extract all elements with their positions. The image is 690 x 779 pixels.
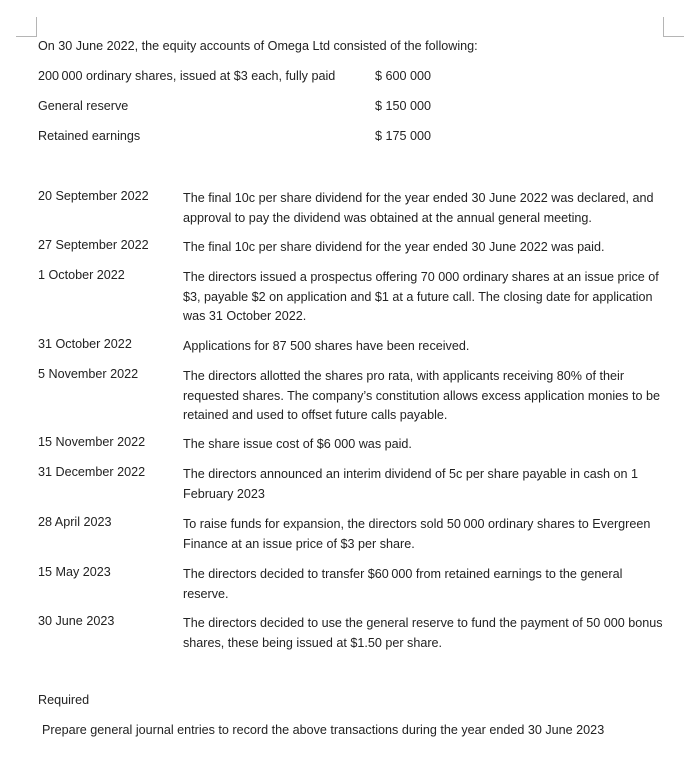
- transaction-description: The final 10c per share dividend for the year ended 30 June 2022 was declared, and approval to pay the dividend was obtained at the annual general meeting.: [183, 191, 654, 225]
- equity-amount: $ 600 000: [375, 69, 432, 83]
- transaction-date: 5 November 2022: [38, 367, 139, 381]
- equity-row-ordinary-shares: [38, 69, 458, 89]
- transaction-description: To raise funds for expansion, the directors sold 50 000 ordinary shares to Evergreen Finance at an issue price of $3 per share.: [183, 517, 651, 551]
- transaction-description: The directors allotted the shares pro rata, with applicants receiving 80% of their requested shares. The company’s constitution allows excess application monies to be retained and used to offset future calls payable.: [183, 369, 660, 422]
- equity-amount: $ 175 000: [375, 129, 432, 143]
- transaction-date: 15 November 2022: [38, 435, 146, 449]
- transaction-date: 28 April 2023: [38, 515, 112, 529]
- transaction-description: The directors decided to transfer $60 000 from retained earnings to the general reserve.: [183, 567, 623, 601]
- transaction-date: 15 May 2023: [38, 565, 111, 579]
- transaction-date: 27 September 2022: [38, 238, 149, 252]
- transaction-date: 20 September 2022: [38, 189, 149, 203]
- equity-label: 200 000 ordinary shares, issued at $3 each, fully paid: [38, 69, 336, 83]
- transaction-date: 1 October 2022: [38, 268, 125, 282]
- transaction-description: Applications for 87 500 shares have been received.: [183, 339, 470, 353]
- equity-label: General reserve: [38, 99, 129, 113]
- crop-mark-top-right-horizontal: [663, 36, 684, 37]
- transaction-description: The share issue cost of $6 000 was paid.: [183, 437, 412, 451]
- equity-amount: $ 150 000: [375, 99, 432, 113]
- crop-mark-top-right: [663, 17, 664, 37]
- required-heading: Required: [38, 693, 90, 707]
- crop-mark-top-left-horizontal: [16, 36, 37, 37]
- transaction-date: 31 October 2022: [38, 337, 132, 351]
- transaction-description: The final 10c per share dividend for the year ended 30 June 2022 was paid.: [183, 240, 605, 254]
- transaction-date: 30 June 2023: [38, 614, 115, 628]
- equity-row-retained-earnings: [38, 129, 458, 149]
- required-instruction: Prepare general journal entries to record the above transactions during the year ended 30 June 2023: [42, 723, 605, 737]
- intro-paragraph: On 30 June 2022, the equity accounts of Omega Ltd consisted of the following:: [38, 39, 478, 53]
- transaction-description: The directors announced an interim dividend of 5c per share payable in cash on 1 February 2023: [183, 467, 639, 501]
- transaction-description: The directors issued a prospectus offering 70 000 ordinary shares at an issue price of $3, payable $2 on application and $1 at a future call. The closing date for application was 31 October 2022.: [183, 270, 659, 323]
- crop-mark-top-left: [36, 17, 37, 37]
- equity-label: Retained earnings: [38, 129, 141, 143]
- equity-row-general-reserve: [38, 99, 458, 119]
- transaction-description: The directors decided to use the general reserve to fund the payment of 50 000 bonus shares, these being issued at $1.50 per share.: [183, 616, 663, 650]
- transaction-date: 31 December 2022: [38, 465, 146, 479]
